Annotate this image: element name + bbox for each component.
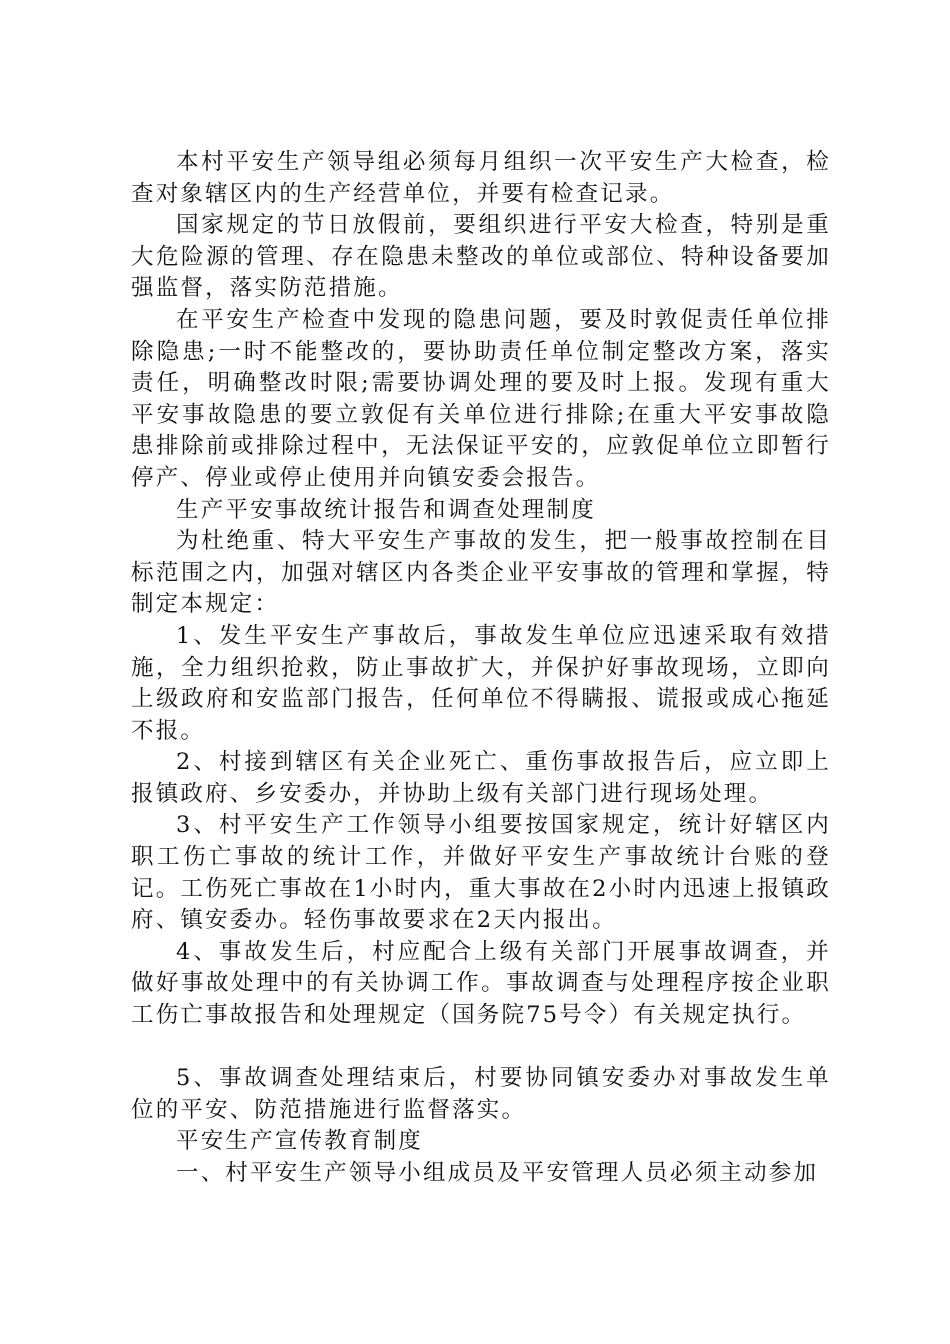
list-item-1: 1、发生平安生产事故后，事故发生单位应迅速采取有效措施，全力组织抢救，防止事故扩大，并保护好事故现场，立即向上级政府和安监部门报告，任何单位不得瞒报、谎报或成心拖延不报。 [131, 622, 831, 744]
list-item-2: 2、村接到辖区有关企业死亡、重伤事故报告后，应立即上报镇政府、乡安委办，并协助上级有关部门进行现场处理。 [131, 749, 831, 807]
paragraph-education-1: 一、村平安生产领导小组成员及平安管理人员必须主动参加 [176, 1160, 819, 1186]
section-heading-accident-reporting: 生产平安事故统计报告和调查处理制度 [176, 496, 596, 523]
list-item-3: 3、村平安生产工作领导小组要按国家规定，统计好辖区内职工伤亡事故的统计工作，并做好平安生产事故统计台账的登记。工伤死亡事故在1小时内，重大事故在2小时内迅速上报镇政府、镇安委办。轻伤事故要求在2天内报出。 [131, 812, 831, 934]
list-item-5: 5、事故调查处理结束后，村要协同镇安委办对事故发生单位的平安、防范措施进行监督落实。 [131, 1065, 831, 1123]
list-item-4: 4、事故发生后，村应配合上级有关部门开展事故调查，并做好事故处理中的有关协调工作。事故调查与处理程序按企业职工伤亡事故报告和处理规定（国务院75号令）有关规定执行。 [131, 938, 831, 1029]
paragraph-holiday-inspection: 国家规定的节日放假前，要组织进行平安大检查，特别是重大危险源的管理、存在隐患未整改的单位或部位、特种设备要加强监督，落实防范措施。 [131, 212, 831, 302]
section-heading-education: 平安生产宣传教育制度 [176, 1128, 424, 1155]
paragraph-monthly-inspection: 本村平安生产领导组必须每月组织一次平安生产大检查，检查对象辖区内的生产经营单位，并要有检查记录。 [131, 149, 831, 207]
paragraph-hazard-handling: 在平安生产检查中发现的隐患问题，要及时敦促责任单位排除隐患;一时不能整改的，要协助责任单位制定整改方案，落实责任，明确整改时限;需要协调处理的要及时上报。发现有重大平安事故隐患的要立敦促有关单位进行排除;在重大平安事故隐患排除前或排除过程中，无法保证平安的，应敦促单位立即暂行停产、停业或停止使用并向镇安委会报告。 [131, 306, 831, 491]
blank-line [131, 1032, 831, 1064]
document-body [131, 147, 831, 1190]
paragraph-purpose: 为杜绝重、特大平安生产事故的发生，把一般事故控制在目标范围之内，加强对辖区内各类企业平安事故的管理和掌握，特制定本规定： [131, 528, 831, 618]
